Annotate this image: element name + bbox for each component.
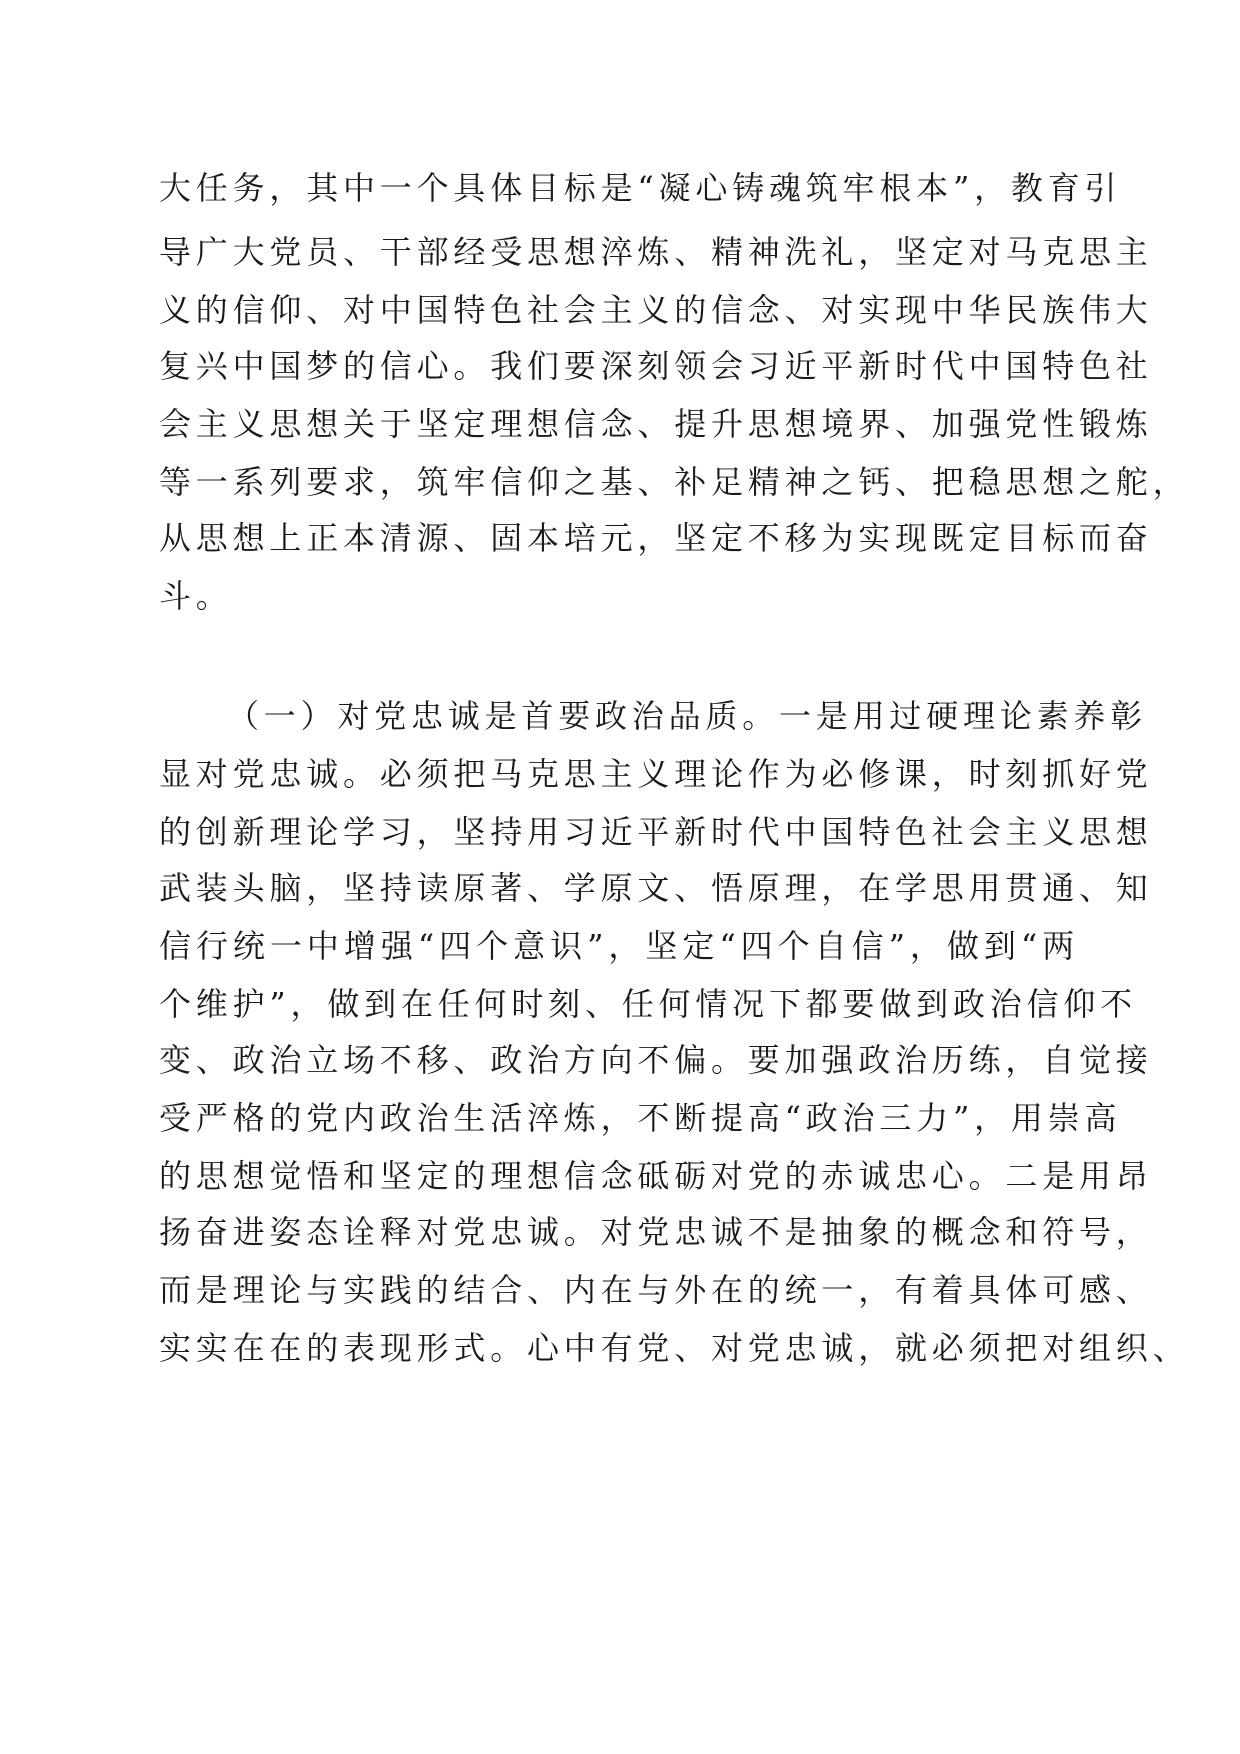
text-line: 实实在在的表现形式。心中有党、对党忠诚，就必须把对组织、: [159, 1329, 1190, 1367]
text-line: （一）对党忠诚是首要政治品质。一是用过硬理论素养彰: [227, 697, 1148, 735]
text-line: 导广大党员、干部经受思想淬炼、精神洗礼，坚定对马克思主: [159, 233, 1153, 271]
text-line: 显对党忠诚。必须把马克思主义理论作为必修课，时刻抓好党: [159, 755, 1153, 793]
text-line: 武装头脑，坚持读原著、学原文、悟原理，在学思用贯通、知: [159, 869, 1153, 907]
text-line: 复兴中国梦的信心。我们要深刻领会习近平新时代中国特色社: [159, 347, 1153, 385]
text-line: 的思想觉悟和坚定的理想信念砥砺对党的赤诚忠心。二是用昂: [159, 1157, 1153, 1195]
text-line: 变、政治立场不移、政治方向不偏。要加强政治历练，自觉接: [159, 1041, 1153, 1079]
text-line: 等一系列要求，筑牢信仰之基、补足精神之钙、把稳思想之舵，: [159, 463, 1190, 501]
text-line: 个维护”，做到在任何时刻、任何情况下都要做到政治信仰不: [159, 985, 1137, 1023]
text-line: 大任务，其中一个具体目标是“凝心铸魂筑牢根本”，教育引: [159, 169, 1122, 207]
text-line: 斗。: [159, 577, 233, 615]
text-line: 信行统一中增强“四个意识”，坚定“四个自信”，做到“两: [159, 927, 1079, 965]
text-line: 从思想上正本清源、固本培元，坚定不移为实现既定目标而奋: [159, 519, 1153, 557]
text-line: 受严格的党内政治生活淬炼，不断提高“政治三力”，用崇高: [159, 1099, 1122, 1137]
text-line: 的创新理论学习，坚持用习近平新时代中国特色社会主义思想: [159, 813, 1153, 851]
text-line: 会主义思想关于坚定理想信念、提升思想境界、加强党性锻炼: [159, 405, 1153, 443]
text-line: 义的信仰、对中国特色社会主义的信念、对实现中华民族伟大: [159, 291, 1153, 329]
text-line: 而是理论与实践的结合、内在与外在的统一，有着具体可感、: [159, 1271, 1153, 1309]
text-line: 扬奋进姿态诠释对党忠诚。对党忠诚不是抽象的概念和符号，: [159, 1213, 1153, 1251]
